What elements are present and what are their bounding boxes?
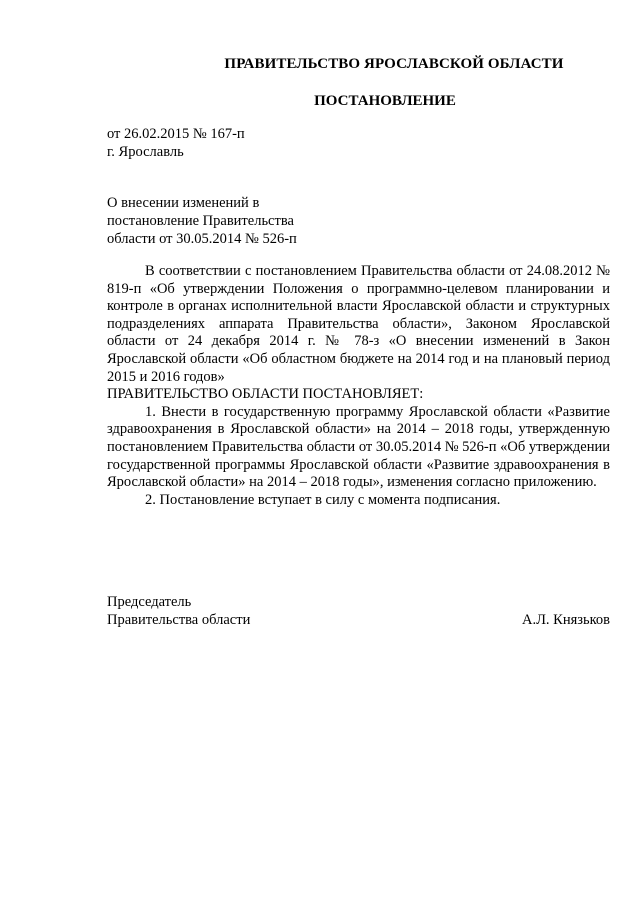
item-2-paragraph: 2. Постановление вступает в силу с момента подписания.	[145, 491, 501, 508]
item-1-paragraph: 1. Внести в государственную программу Ярославской области «Развитие здравоохранения в Ярославской области» на 2014 – 2018 годы, утвержденную постановлением Правительства области от 30.05.2014 № 526-п «Об утверждении государственной программы Ярославской области «Развитие здравоохранения в Ярославской области» на 2014 – 2018 годы», изменения согласно приложению.	[107, 403, 611, 491]
subject-line-2: постановление Правительства	[107, 213, 294, 229]
preamble-paragraph: В соответствии с постановлением Правительства области от 24.08.2012 № 819-п «Об утверждении Положения о программно-целевом планировании и контроле в органах исполнительной власти Ярославской области и структурных подразделениях аппарата Правительства области», Законом Ярославской области от 24 декабря 2014 г. № 78-з «О внесении изменений в Закон Ярославской области «Об областном бюджете на 2014 год и на плановый период 2015 и 2016 годов»	[107, 263, 610, 385]
signer-title-line-2: Правительства области	[107, 612, 251, 628]
signer-name: А.Л. Князьков	[521, 612, 610, 628]
document-body	[107, 263, 610, 509]
signer-title-line-1: Председатель	[107, 594, 192, 610]
subject-line-1: О внесении изменений в	[107, 195, 260, 211]
organization-title: ПРАВИТЕЛЬСТВО ЯРОСЛАВСКОЙ ОБЛАСТИ	[224, 56, 564, 72]
document-date-number: от 26.02.2015 № 167-п	[107, 126, 245, 142]
document-city: г. Ярославль	[107, 144, 184, 160]
decree-statement: ПРАВИТЕЛЬСТВО ОБЛАСТИ ПОСТАНОВЛЯЕТ:	[107, 386, 424, 403]
subject-line-3: области от 30.05.2014 № 526-п	[107, 231, 297, 247]
document-type-title: ПОСТАНОВЛЕНИЕ	[314, 93, 456, 109]
